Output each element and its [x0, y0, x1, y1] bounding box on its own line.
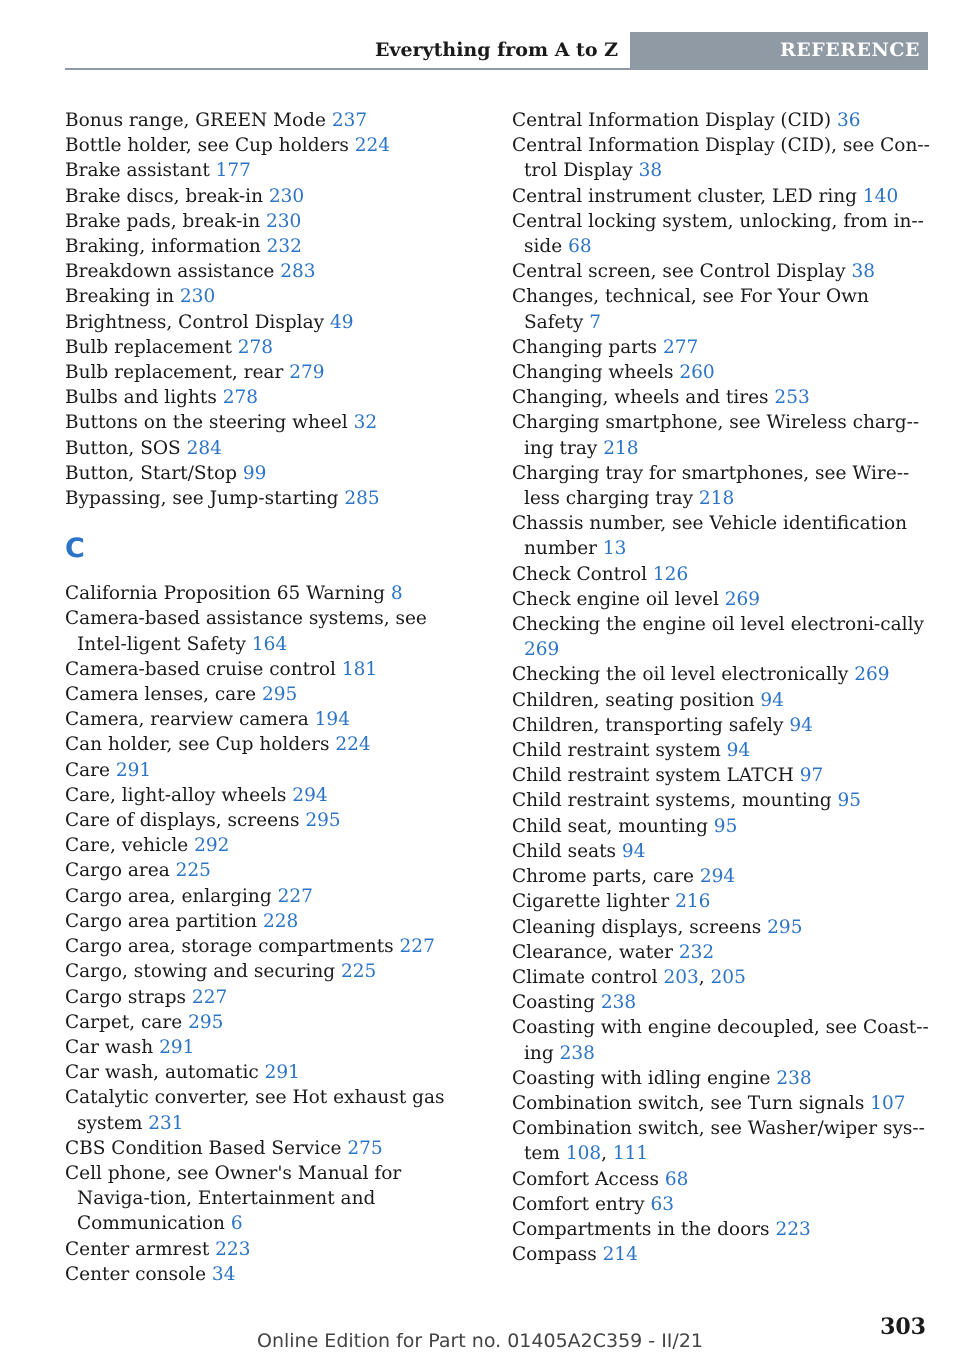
page-reference-link[interactable]: 214: [602, 1244, 638, 1266]
index-term: Button, Start/Stop: [65, 462, 243, 484]
index-entry: [65, 1161, 485, 1237]
index-entry: [512, 864, 932, 889]
index-column-right: [512, 108, 932, 1267]
index-term: Chrome parts, care: [512, 866, 700, 888]
index-term: Can holder, see Cup holders: [65, 734, 336, 756]
index-entry: [512, 814, 932, 839]
page-reference-link[interactable]: 237: [331, 110, 368, 131]
page-reference-link[interactable]: 99: [242, 462, 267, 484]
page-reference-link[interactable]: 295: [188, 1011, 224, 1033]
index-entry: [512, 688, 932, 713]
index-entry: [65, 360, 485, 385]
index-entry: [512, 915, 932, 940]
page-reference-link[interactable]: 269: [524, 639, 560, 661]
page-reference-link[interactable]: 49: [329, 311, 354, 333]
index-entry: [512, 335, 932, 360]
page-reference-link[interactable]: 295: [305, 810, 341, 832]
index-entry: [512, 889, 932, 914]
footer-edition: Online Edition for Part no. 01405A2C359 - II/21: [256, 1330, 703, 1352]
index-term: Brightness, Control Display: [65, 311, 330, 333]
page-reference-link[interactable]: 205: [710, 966, 746, 988]
index-term: Central screen, see Control Display: [512, 261, 852, 283]
index-entry: [512, 1015, 932, 1065]
index-entry: [65, 234, 485, 259]
index-term: Check Control: [512, 563, 653, 585]
index-entry: [65, 934, 485, 959]
index-term: Compartments in the doors: [512, 1218, 776, 1240]
index-term: Charging smartphone, see Wireless charg-ing tray: [512, 412, 920, 459]
page-reference-link[interactable]: 275: [347, 1137, 383, 1159]
index-entry: [65, 158, 485, 183]
index-entry: [65, 209, 485, 234]
index-term: Children, seating position: [512, 689, 761, 711]
index-term: Care, light-alloy wheels: [65, 784, 293, 806]
index-entry: [512, 1066, 932, 1091]
index-term: Central Information Display (CID): [512, 110, 838, 131]
page-reference-link[interactable]: 216: [675, 891, 711, 913]
index-entry: [512, 108, 932, 133]
index-entry: [65, 259, 485, 284]
index-term: Camera-based cruise control: [65, 658, 342, 680]
page-reference-link[interactable]: 231: [148, 1112, 184, 1134]
page-reference-link[interactable]: 194: [314, 709, 350, 731]
index-entry: [512, 1217, 932, 1242]
index-term: Cargo, stowing and securing: [65, 961, 342, 983]
page-reference-link[interactable]: 203: [663, 966, 699, 988]
index-term: Child restraint system: [512, 740, 727, 762]
index-entry: Climate control 203, 205: [512, 966, 746, 988]
page-reference-link[interactable]: 284: [186, 437, 222, 459]
index-entry: [65, 1085, 485, 1135]
page-reference-link[interactable]: 140: [862, 185, 899, 207]
index-term: Cargo area, enlarging: [65, 885, 278, 907]
index-term: Cigarette lighter: [512, 891, 676, 913]
index-entry: [65, 909, 485, 934]
index-entry: [512, 360, 932, 385]
index-term: Children, transporting safely: [512, 714, 790, 736]
section-letter: C: [65, 533, 85, 565]
index-entry: [512, 562, 932, 587]
index-term: Care of displays, screens: [65, 810, 306, 832]
page-reference-link[interactable]: 230: [179, 286, 216, 308]
page-reference-link[interactable]: 294: [292, 784, 328, 806]
page-reference-link[interactable]: 181: [341, 658, 378, 680]
index-term: Bypassing, see Jump-starting: [65, 488, 345, 510]
index-entry: [512, 839, 932, 864]
index-entry: [65, 657, 485, 682]
page-reference-link[interactable]: 94: [726, 740, 751, 762]
index-term: Compass: [512, 1244, 603, 1266]
page-reference-link[interactable]: 224: [335, 734, 371, 756]
page-reference-link[interactable]: 225: [175, 860, 211, 882]
index-entry: [65, 486, 485, 511]
index-entry: [65, 884, 485, 909]
index-column-left: [65, 108, 485, 1287]
page-reference-link[interactable]: 6: [230, 1213, 243, 1235]
page-reference-link[interactable]: 227: [191, 986, 228, 1008]
index-entry: [512, 713, 932, 738]
index-entry: [512, 1242, 932, 1267]
index-term: Care: [65, 759, 116, 781]
index-entry: [512, 184, 932, 209]
page-reference-link[interactable]: 164: [251, 633, 288, 655]
page-reference-link[interactable]: 278: [222, 387, 259, 409]
page-reference-link[interactable]: 111: [612, 1143, 649, 1165]
page-reference-link[interactable]: 13: [602, 538, 627, 560]
index-entry: [65, 108, 485, 133]
index-term: Central Information Display (CID), see Con-trol Display: [512, 135, 930, 182]
page-reference-link[interactable]: 224: [354, 135, 391, 157]
index-entry: [65, 385, 485, 410]
page-reference-link[interactable]: 279: [289, 362, 325, 384]
page-reference-link[interactable]: 232: [266, 236, 302, 258]
index-entry: [512, 133, 932, 183]
page-reference-link[interactable]: 8: [390, 583, 403, 605]
page-reference-link[interactable]: 295: [767, 916, 803, 938]
index-entry: [512, 209, 932, 259]
page-reference-link[interactable]: 107: [870, 1092, 906, 1114]
index-term: Car wash, automatic: [65, 1062, 265, 1084]
index-term: Center console: [65, 1263, 212, 1285]
index-term: Cell phone, see Owner's Manual for Naviga-tion, Entertainment and Communication: [65, 1162, 402, 1235]
index-term: Camera, rearview camera: [65, 709, 315, 731]
index-entry: [512, 788, 932, 813]
index-entry: [65, 461, 485, 486]
page-reference-link[interactable]: 38: [851, 261, 875, 283]
page-reference-link[interactable]: 228: [262, 910, 299, 932]
index-entry: [65, 410, 485, 435]
header-title: Everything from A to Z: [374, 39, 618, 61]
index-entry: [512, 587, 932, 612]
index-entry: [65, 985, 485, 1010]
index-entry: [65, 707, 485, 732]
index-term: Child seats: [512, 840, 622, 862]
index-entry: [65, 1262, 485, 1287]
index-term: Cleaning displays, screens: [512, 916, 768, 938]
index-term: Cargo area partition: [65, 910, 263, 932]
page-reference-link[interactable]: 238: [559, 1042, 595, 1064]
page-reference-link[interactable]: 223: [775, 1218, 811, 1240]
page-reference-link[interactable]: 291: [115, 759, 152, 781]
page-reference-link[interactable]: 269: [724, 588, 761, 610]
index-entry: [512, 990, 932, 1015]
index-term: Child seat, mounting: [512, 815, 714, 837]
page-reference-link[interactable]: 108: [565, 1143, 602, 1165]
page-reference-link[interactable]: 278: [237, 336, 274, 358]
page-reference-link[interactable]: 295: [261, 684, 298, 706]
index-term: Camera-based assistance systems, see Intel-ligent Safety: [65, 608, 427, 655]
page-reference-link[interactable]: 94: [621, 840, 646, 862]
index-entry: [512, 763, 932, 788]
index-term: Bulb replacement, rear: [65, 362, 290, 384]
index-term: Buttons on the steering wheel: [65, 412, 354, 434]
index-term: Comfort entry: [512, 1193, 651, 1215]
page-reference-link[interactable]: 95: [837, 790, 862, 812]
index-entry: [65, 758, 485, 783]
index-entry: [512, 410, 932, 460]
index-entry: [512, 612, 932, 662]
index-term: Coasting with engine decoupled, see Coast-ing: [512, 1017, 929, 1064]
index-entry: [65, 310, 485, 335]
index-term: Bulb replacement: [65, 336, 238, 358]
index-entry: [65, 783, 485, 808]
index-entry: [65, 184, 485, 209]
index-term: Brake discs, break-in: [65, 185, 269, 207]
index-entry: [512, 259, 932, 284]
page-reference-link[interactable]: 230: [268, 185, 305, 207]
page-number: 303: [880, 1314, 926, 1340]
index-entry: [512, 662, 932, 687]
index-term: Cargo area, storage compartments: [65, 936, 400, 958]
page-reference-link[interactable]: 36: [837, 110, 861, 131]
index-term: Checking the engine oil level electroni-cally: [512, 614, 924, 636]
index-entry: [65, 1035, 485, 1060]
page-reference-link[interactable]: 225: [341, 961, 377, 983]
index-term: Braking, information: [65, 236, 267, 258]
index-entry: [65, 284, 485, 309]
index-term: Central instrument cluster, LED ring: [512, 185, 863, 207]
page-reference-link[interactable]: 34: [211, 1263, 236, 1285]
index-entry: [512, 1192, 932, 1217]
page-reference-link[interactable]: 291: [264, 1062, 300, 1084]
index-term: Care, vehicle: [65, 835, 195, 857]
index-entry: [65, 1060, 485, 1085]
page-reference-link[interactable]: 218: [603, 437, 639, 459]
page-reference-link[interactable]: 95: [713, 815, 738, 837]
index-entry: [512, 940, 932, 965]
index-entry: [65, 959, 485, 984]
page-reference-link[interactable]: 230: [266, 210, 302, 232]
page-reference-link[interactable]: 291: [159, 1036, 195, 1058]
index-term: Bottle holder, see Cup holders: [65, 135, 355, 157]
index-term: Checking the oil level electronically: [512, 664, 855, 686]
index-term: Cargo area: [65, 860, 176, 882]
page-reference-link[interactable]: 285: [344, 488, 380, 510]
page-reference-link[interactable]: 218: [698, 488, 735, 510]
page-reference-link[interactable]: 292: [194, 835, 230, 857]
index-term: Coasting: [512, 992, 601, 1014]
index-term: Climate control: [512, 966, 664, 988]
page-reference-link[interactable]: 269: [854, 664, 890, 686]
index-entry: [512, 284, 932, 334]
page-reference-link[interactable]: 32: [353, 412, 378, 434]
page-reference-link[interactable]: 227: [277, 885, 313, 907]
index-term: Brake pads, break-in: [65, 210, 266, 232]
index-term: Coasting with idling engine: [512, 1067, 777, 1089]
index-term: Chassis number, see Vehicle identification number: [512, 513, 908, 560]
page-reference-link[interactable]: 232: [678, 941, 715, 963]
index-entry: [65, 858, 485, 883]
index-term: CBS Condition Based Service: [65, 1137, 348, 1159]
index-entry: [65, 833, 485, 858]
index-entry: [512, 1091, 932, 1116]
index-entry: [512, 511, 932, 561]
index-term: Combination switch, see Turn signals: [512, 1092, 871, 1114]
page-reference-link[interactable]: 277: [662, 336, 699, 358]
index-term: Cargo straps: [65, 986, 192, 1008]
index-entry: [65, 581, 485, 606]
index-term: Check engine oil level: [512, 588, 725, 610]
page-reference-link[interactable]: 94: [760, 689, 784, 711]
index-term: Car wash: [65, 1036, 160, 1058]
page-reference-link[interactable]: 94: [789, 714, 813, 736]
index-entry: [65, 133, 485, 158]
page-reference-link[interactable]: 177: [215, 160, 251, 182]
page-reference-link[interactable]: 68: [568, 236, 592, 258]
page-reference-link[interactable]: 68: [664, 1168, 689, 1190]
index-entry: [512, 738, 932, 763]
index-term: Bonus range, GREEN Mode: [65, 110, 332, 131]
page-reference-link[interactable]: 7: [589, 311, 602, 333]
page-reference-link[interactable]: 238: [600, 992, 637, 1014]
index-term: Button, SOS: [65, 437, 187, 459]
index-term: Child restraint system LATCH: [512, 765, 800, 787]
index-term: Central locking system, unlocking, from in-side: [512, 210, 924, 258]
index-term: Charging tray for smartphones, see Wire-less charging tray: [512, 462, 910, 510]
index-entry: [512, 1167, 932, 1192]
index-term: Brake assistant: [65, 160, 216, 182]
index-entry: [65, 1136, 485, 1161]
index-term: Bulbs and lights: [65, 387, 223, 409]
index-entry: [512, 461, 932, 511]
index-term: Catalytic converter, see Hot exhaust gas system: [65, 1087, 445, 1134]
index-term: Breakdown assistance: [65, 261, 281, 283]
index-term: Carpet, care: [65, 1011, 189, 1033]
index-term: Comfort Access: [512, 1168, 665, 1190]
index-term: Clearance, water: [512, 941, 679, 963]
index-term: Breaking in: [65, 286, 180, 308]
index-term: Child restraint systems, mounting: [512, 790, 838, 812]
index-term: Changing wheels: [512, 362, 680, 384]
index-entry: [65, 808, 485, 833]
index-entry: [65, 1010, 485, 1035]
page-header: [65, 32, 928, 70]
page-reference-link[interactable]: 223: [215, 1238, 251, 1260]
index-term: California Proposition 65 Warning: [65, 583, 391, 605]
index-term: Center armrest: [65, 1238, 216, 1260]
index-entry: Combination switch, see Washer/wiper sys-tem 108, 111: [512, 1118, 925, 1165]
page-reference-link[interactable]: 260: [679, 362, 715, 384]
page-reference-link[interactable]: 38: [638, 160, 663, 182]
header-section-tab: REFERENCE: [630, 32, 928, 68]
index-entry: [65, 1237, 485, 1262]
index-entry: [65, 436, 485, 461]
index-term: Changes, technical, see For Your Own Safety: [512, 286, 869, 333]
page-reference-link[interactable]: 126: [652, 563, 689, 585]
page-reference-link[interactable]: 294: [699, 866, 736, 888]
index-entry: [65, 335, 485, 360]
page-reference-link[interactable]: 63: [650, 1193, 674, 1215]
page-reference-link[interactable]: 253: [774, 387, 810, 409]
index-term: Camera lenses, care: [65, 684, 262, 706]
index-term: Combination switch, see Washer/wiper sys-tem: [512, 1118, 925, 1165]
index-entry: [65, 606, 485, 656]
page-reference-link[interactable]: 227: [399, 936, 435, 958]
index-entry: [512, 385, 932, 410]
index-entry: [65, 732, 485, 757]
index-term: Changing, wheels and tires: [512, 387, 775, 409]
index-term: Changing parts: [512, 336, 663, 358]
page-reference-link[interactable]: 238: [776, 1067, 812, 1089]
page-reference-link[interactable]: 97: [799, 765, 824, 787]
page-reference-link[interactable]: 283: [280, 261, 316, 283]
index-entry: [65, 682, 485, 707]
